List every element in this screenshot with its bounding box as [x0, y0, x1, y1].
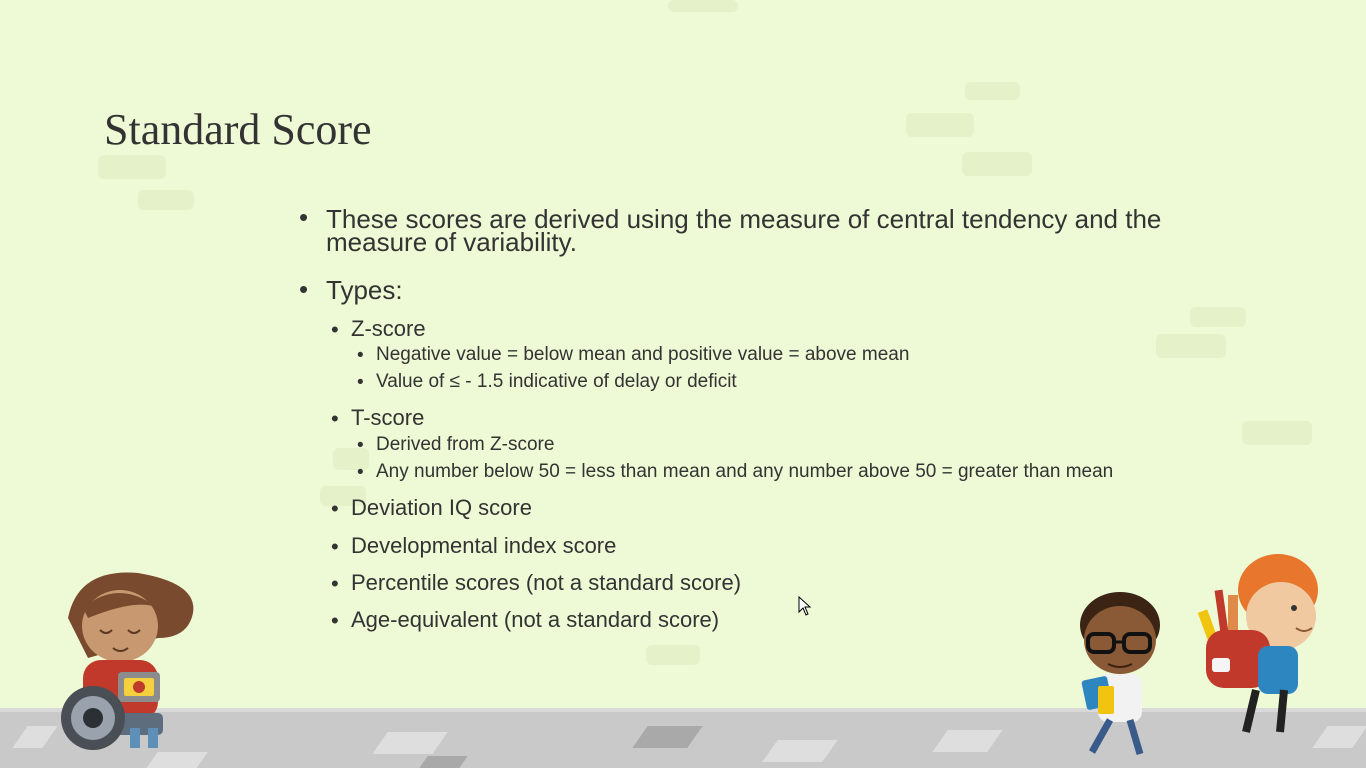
background-smudge [138, 190, 194, 210]
bullet-types: Types: [326, 275, 403, 305]
background-smudge [1190, 307, 1246, 327]
bullet-glyph: • [299, 202, 309, 232]
bullet-tscore-derived: Derived from Z-score [376, 434, 555, 455]
mouse-pointer-icon [798, 596, 812, 621]
bullet-percentile: Percentile scores (not a standard score) [351, 570, 742, 595]
child-with-glasses-illustration [1070, 590, 1170, 760]
child-in-wheelchair-illustration [48, 568, 208, 758]
sidewalk-tile [932, 730, 1002, 752]
bullet-glyph: • [357, 462, 364, 483]
background-smudge [1242, 421, 1312, 445]
background-smudge [1156, 334, 1226, 358]
bullet-zscore-delay-deficit: Value of ≤ - 1.5 indicative of delay or deficit [376, 371, 737, 392]
bullet-glyph: • [331, 608, 339, 633]
bullet-glyph: • [357, 435, 364, 456]
bullet-age-equivalent: Age-equivalent (not a standard score) [351, 607, 720, 632]
bullet-zscore-negative-positive: Negative value = below mean and positive value = above mean [376, 344, 910, 365]
bullet-tscore-below-above-50: Any number below 50 = less than mean and any number above 50 = greater than mean [376, 461, 1114, 482]
bullet-derived-scores-line1: These scores are derived using the measure of central tendency and the [326, 204, 1162, 234]
sidewalk-tile [412, 756, 467, 768]
background-smudge [962, 152, 1032, 176]
bullet-glyph: • [357, 345, 364, 366]
bullet-deviation-iq: Deviation IQ score [351, 495, 532, 520]
bullet-glyph: • [357, 372, 364, 393]
slide-title: Standard Score [104, 105, 372, 154]
bullet-glyph: • [331, 571, 339, 596]
bullet-developmental-index: Developmental index score [351, 533, 617, 558]
background-smudge [668, 0, 738, 12]
background-smudge [965, 82, 1020, 100]
bullet-glyph: • [331, 496, 339, 521]
bullet-glyph: • [331, 534, 339, 559]
bullet-glyph: • [299, 274, 309, 304]
background-smudge [646, 645, 700, 665]
background-smudge [906, 113, 974, 137]
bullet-tscore: T-score [351, 405, 425, 430]
bullet-glyph: • [331, 317, 339, 342]
background-smudge [98, 155, 166, 179]
bullet-derived-scores-line2: measure of variability. [326, 227, 577, 257]
sidewalk-tile [372, 732, 447, 754]
sidewalk-tile [632, 726, 702, 748]
child-with-backpack-illustration [1196, 550, 1326, 745]
bullet-glyph: • [331, 406, 339, 431]
bullet-zscore: Z-score [351, 316, 426, 341]
sidewalk-tile [762, 740, 837, 762]
